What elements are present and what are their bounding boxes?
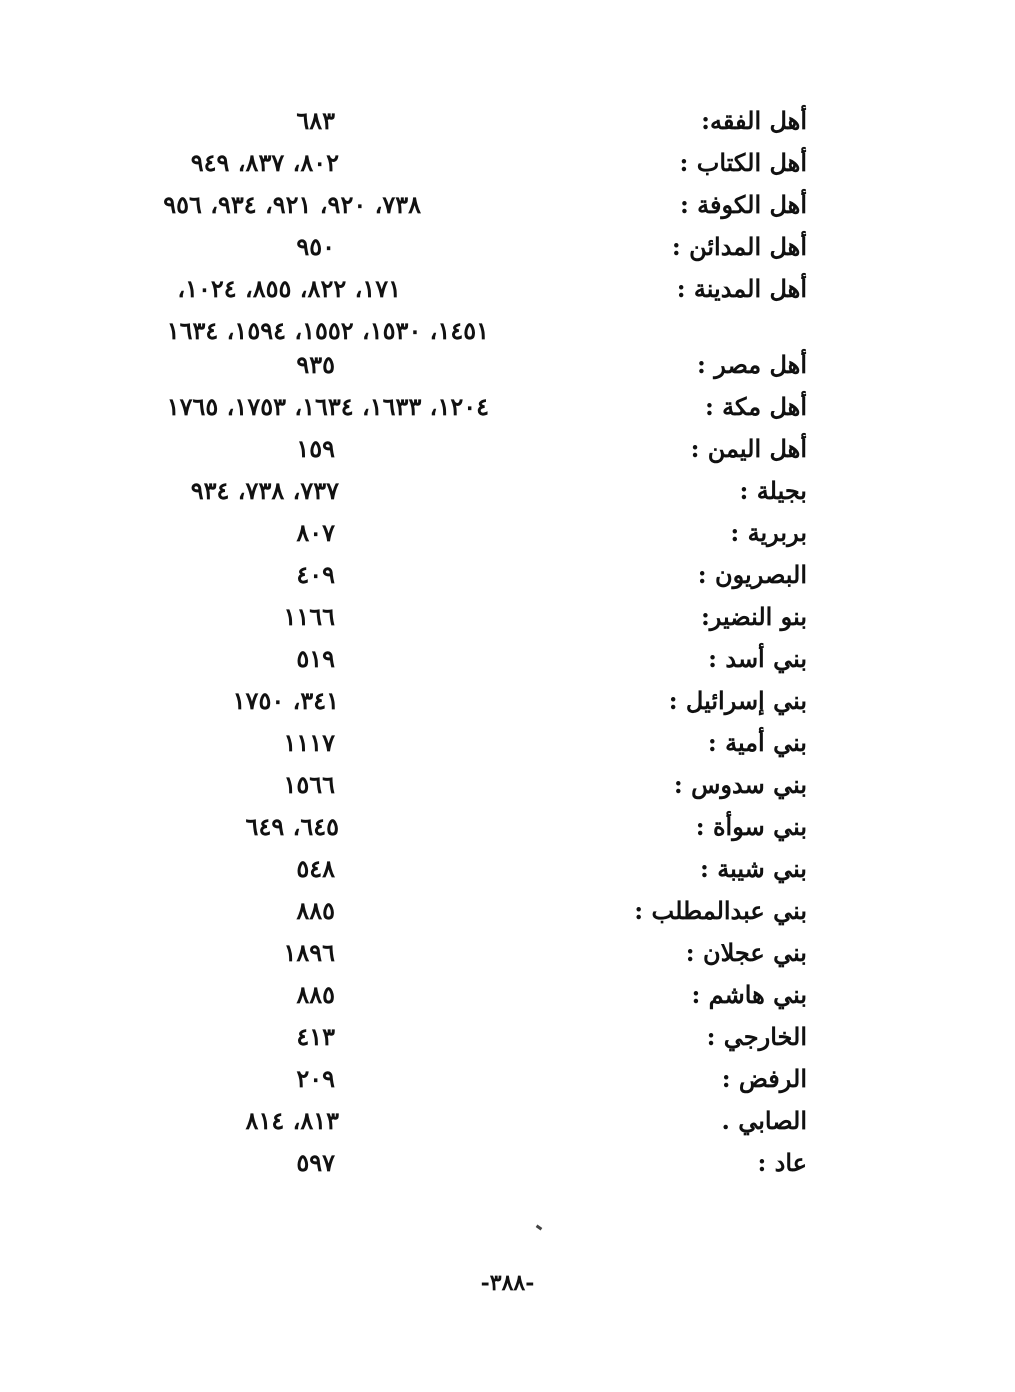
entry-pages: ١٥٦٦ <box>283 770 335 799</box>
entry-term: بجيلة : <box>739 476 807 505</box>
index-entry <box>0 806 1015 848</box>
entry-pages: ٧٣٨، ٩٢٠، ٩٢١، ٩٣٤، ٩٥٦ <box>163 190 421 219</box>
entry-pages: ٢٠٩ <box>296 1064 335 1093</box>
index-entry <box>0 1016 1015 1058</box>
entry-term: بني شيبة : <box>700 854 807 883</box>
index-entry <box>0 344 1015 386</box>
entry-term: بربرية : <box>730 518 807 547</box>
index-entry <box>0 596 1015 638</box>
entry-pages: ٤٠٩ <box>296 560 335 589</box>
entry-term: الخارجي : <box>706 1022 807 1051</box>
index-entry <box>0 268 1015 310</box>
entry-pages: ٣٤١، ١٧٥٠ <box>232 686 339 715</box>
index-entry <box>0 638 1015 680</box>
index-entry <box>0 386 1015 428</box>
entry-term: بني عبدالمطلب : <box>634 896 807 925</box>
index-entry <box>0 142 1015 184</box>
entry-pages: ٨٨٥ <box>296 980 335 1009</box>
entry-term: أهل المدينة : <box>676 274 807 303</box>
entry-pages: ١٥٩ <box>296 434 335 463</box>
index-entry <box>0 764 1015 806</box>
index-entry <box>0 512 1015 554</box>
index-entry <box>0 932 1015 974</box>
entry-term: بني إسرائيل : <box>668 686 807 715</box>
index-entries <box>0 100 1015 1184</box>
index-entry <box>0 470 1015 512</box>
index-entry <box>0 890 1015 932</box>
entry-term: بني هاشم : <box>691 980 807 1009</box>
entry-pages: ٦٤٥، ٦٤٩ <box>245 812 339 841</box>
entry-pages: ١١١٧ <box>283 728 335 757</box>
entry-term: أهل اليمن : <box>690 434 807 463</box>
entry-pages: ٨٠٢، ٨٣٧، ٩٤٩ <box>190 148 339 177</box>
index-entry <box>0 974 1015 1016</box>
entry-pages: ٧٣٧، ٧٣٨، ٩٣٤ <box>190 476 339 505</box>
entry-term: البصريون : <box>697 560 807 589</box>
index-entry <box>0 722 1015 764</box>
entry-pages: ٦٨٣ <box>296 106 335 135</box>
entry-term: أهل مصر : <box>697 350 807 379</box>
index-entry <box>0 428 1015 470</box>
entry-pages: ١٢٠٤، ١٦٣٣، ١٦٣٤، ١٧٥٣، ١٧٦٥ <box>166 392 489 421</box>
entry-pages: ٨٨٥ <box>296 896 335 925</box>
index-entry <box>0 184 1015 226</box>
entry-pages: ١٨٩٦ <box>283 938 335 967</box>
scan-speck <box>536 1225 543 1231</box>
entry-term: بنو النضير: <box>700 602 807 631</box>
entry-term: بني سدوس : <box>673 770 807 799</box>
entry-term: الصابي . <box>721 1106 807 1135</box>
entry-term: عاد : <box>757 1148 807 1177</box>
entry-pages-continuation: ١٤٥١، ١٥٣٠، ١٥٥٢، ١٥٩٤، ١٦٣٤ <box>166 316 489 345</box>
entry-pages: ٨٠٧ <box>296 518 335 547</box>
entry-pages: ١١٦٦ <box>283 602 335 631</box>
entry-pages: ٨١٣، ٨١٤ <box>245 1106 339 1135</box>
index-entry <box>0 848 1015 890</box>
index-entry <box>0 554 1015 596</box>
index-entry <box>0 100 1015 142</box>
entry-pages: ٤١٣ <box>296 1022 335 1051</box>
entry-term: بني سوأة : <box>695 812 807 841</box>
entry-term: أهل المدائن : <box>671 232 807 261</box>
entry-term: الرفض : <box>721 1064 807 1093</box>
entry-pages: ٩٥٠ <box>296 232 335 261</box>
entry-term: أهل مكة : <box>704 392 807 421</box>
entry-pages: ٩٣٥ <box>296 350 335 379</box>
entry-term: أهل الكتاب : <box>679 148 807 177</box>
index-entry <box>0 680 1015 722</box>
entry-pages: ٥٤٨ <box>296 854 335 883</box>
index-entry-continuation <box>0 310 1015 344</box>
entry-term: بني عجلان : <box>685 938 807 967</box>
entry-pages: ٥١٩ <box>296 644 335 673</box>
entry-term: أهل الفقه: <box>701 106 807 135</box>
index-entry <box>0 1058 1015 1100</box>
index-entry <box>0 1142 1015 1184</box>
index-entry <box>0 226 1015 268</box>
entry-pages: ١٧١، ٨٢٢، ٨٥٥، ١٠٢٤، <box>177 274 401 303</box>
entry-term: أهل الكوفة : <box>679 190 807 219</box>
entry-pages: ٥٩٧ <box>296 1148 335 1177</box>
entry-term: بني أسد : <box>708 644 807 673</box>
page-number: -٣٨٨- <box>480 1270 535 1296</box>
index-entry <box>0 1100 1015 1142</box>
entry-term: بني أمية : <box>707 728 807 757</box>
